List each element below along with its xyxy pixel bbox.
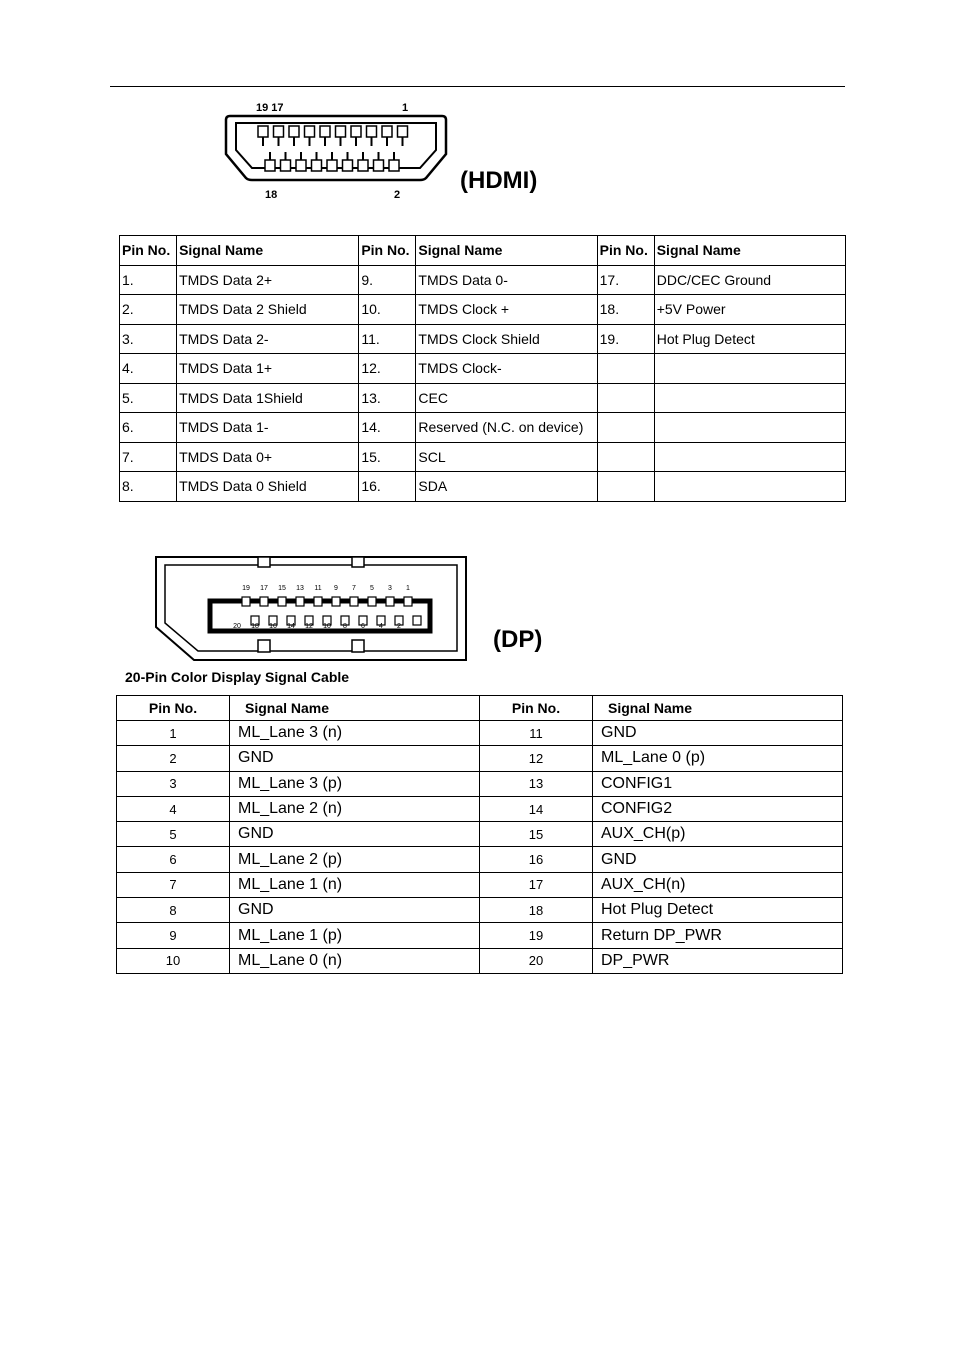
hdmi-bottom-pins <box>265 152 399 171</box>
signal-name-cell: DDC/CEC Ground <box>654 265 845 295</box>
pin-number-cell: 1 <box>117 721 230 746</box>
column-header: Pin No. <box>480 696 593 721</box>
pin-number-cell: 4 <box>117 796 230 821</box>
dp-pin <box>368 597 376 606</box>
dp-pin-number: 20 <box>233 623 241 630</box>
dp-pin-number: 11 <box>314 585 322 592</box>
signal-name-cell: TMDS Clock- <box>416 354 597 384</box>
hdmi-pin <box>320 126 330 137</box>
pin-number-cell: 4. <box>120 354 177 384</box>
signal-name-cell: GND <box>230 822 480 847</box>
pin-number-cell: 8. <box>120 472 177 502</box>
dp-pin <box>314 597 322 606</box>
signal-name-cell: TMDS Data 1Shield <box>177 383 359 413</box>
signal-name-cell: ML_Lane 0 (p) <box>593 746 843 771</box>
pin-number-cell: 6 <box>117 847 230 872</box>
hdmi-pin-table <box>119 235 846 502</box>
pin-number-cell: 14 <box>480 796 593 821</box>
pin-number-cell: 13. <box>359 383 416 413</box>
hdmi-top-pins <box>258 126 408 146</box>
table-row <box>117 898 843 923</box>
pin-number-cell: 17. <box>597 265 654 295</box>
table-row <box>120 265 846 295</box>
signal-name-cell: TMDS Data 0+ <box>177 442 359 472</box>
dp-pin-number: 9 <box>334 585 338 592</box>
dp-label: (DP) <box>493 626 543 653</box>
dp-caption: 20-Pin Color Display Signal Cable <box>125 669 350 685</box>
signal-name-cell: GND <box>593 721 843 746</box>
signal-name-cell: TMDS Clock + <box>416 295 597 325</box>
hdmi-pin <box>358 160 368 171</box>
signal-name-cell: CONFIG2 <box>593 796 843 821</box>
table-row <box>117 948 843 973</box>
pin-number-cell: 18 <box>480 898 593 923</box>
signal-name-cell: ML_Lane 2 (n) <box>230 796 480 821</box>
dp-pin <box>296 597 304 606</box>
signal-name-cell: GND <box>230 898 480 923</box>
signal-name-cell: CONFIG1 <box>593 771 843 796</box>
hdmi-pin <box>374 160 384 171</box>
dp-pin-number: 1 <box>406 585 410 592</box>
dp-pin-number: 12 <box>305 623 313 630</box>
signal-name-cell: +5V Power <box>654 295 845 325</box>
dp-pin <box>386 597 394 606</box>
signal-name-cell: CEC <box>416 383 597 413</box>
column-header: Signal Name <box>654 236 845 266</box>
signal-name-cell: Hot Plug Detect <box>654 324 845 354</box>
table-row <box>120 383 846 413</box>
dp-table-header-row <box>117 696 843 721</box>
hdmi-pin <box>398 126 408 137</box>
signal-name-cell: ML_Lane 0 (n) <box>230 948 480 973</box>
dp-pin-number: 8 <box>343 623 347 630</box>
dp-connector-diagram <box>154 555 468 663</box>
column-header: Pin No. <box>597 236 654 266</box>
hdmi-pin-label-bottom-right: 2 <box>394 189 401 201</box>
table-row <box>120 354 846 384</box>
table-row <box>117 847 843 872</box>
pin-number-cell: 17 <box>480 872 593 897</box>
signal-name-cell: TMDS Data 0 Shield <box>177 472 359 502</box>
pin-number-cell: 2 <box>117 746 230 771</box>
signal-name-cell: AUX_CH(p) <box>593 822 843 847</box>
dp-pin-number: 7 <box>352 585 356 592</box>
pin-number-cell <box>597 472 654 502</box>
signal-name-cell: ML_Lane 2 (p) <box>230 847 480 872</box>
dp-pin-number: 10 <box>323 623 331 630</box>
pin-number-cell: 3 <box>117 771 230 796</box>
hdmi-pin <box>389 160 399 171</box>
table-row <box>117 746 843 771</box>
pin-number-cell: 19. <box>597 324 654 354</box>
hdmi-pin <box>289 126 299 137</box>
dp-pin-number: 14 <box>287 623 295 630</box>
pin-number-cell: 5 <box>117 822 230 847</box>
hdmi-table-header-row <box>120 236 846 266</box>
signal-name-cell <box>654 383 845 413</box>
hdmi-pin <box>296 160 306 171</box>
dp-pin <box>278 597 286 606</box>
pin-number-cell: 7. <box>120 442 177 472</box>
pin-number-cell: 3. <box>120 324 177 354</box>
hdmi-pin <box>367 126 377 137</box>
column-header: Signal Name <box>230 696 480 721</box>
signal-name-cell: SDA <box>416 472 597 502</box>
signal-name-cell: Reserved (N.C. on device) <box>416 413 597 443</box>
dp-pin-number: 2 <box>397 623 401 630</box>
pin-number-cell: 8 <box>117 898 230 923</box>
signal-name-cell: TMDS Data 2+ <box>177 265 359 295</box>
pin-number-cell: 16 <box>480 847 593 872</box>
signal-name-cell: TMDS Data 0- <box>416 265 597 295</box>
pin-number-cell <box>597 383 654 413</box>
pin-number-cell: 5. <box>120 383 177 413</box>
dp-pin <box>404 597 412 606</box>
signal-name-cell: SCL <box>416 442 597 472</box>
dp-pin <box>260 597 268 606</box>
pin-number-cell: 20 <box>480 948 593 973</box>
hdmi-pin <box>258 126 268 137</box>
pin-number-cell: 12. <box>359 354 416 384</box>
dp-pin-number: 4 <box>379 623 383 630</box>
signal-name-cell: GND <box>593 847 843 872</box>
pin-number-cell: 10. <box>359 295 416 325</box>
hdmi-pin <box>274 126 284 137</box>
pin-number-cell <box>597 442 654 472</box>
hdmi-pin <box>281 160 291 171</box>
signal-name-cell <box>654 413 845 443</box>
hdmi-pin-label-bottom-left: 18 <box>265 189 278 201</box>
pin-number-cell <box>597 354 654 384</box>
table-row <box>117 771 843 796</box>
signal-name-cell: TMDS Data 1+ <box>177 354 359 384</box>
signal-name-cell: GND <box>230 746 480 771</box>
signal-name-cell: TMDS Clock Shield <box>416 324 597 354</box>
dp-pin-table <box>116 695 843 974</box>
signal-name-cell: TMDS Data 2 Shield <box>177 295 359 325</box>
signal-name-cell: Hot Plug Detect <box>593 898 843 923</box>
signal-name-cell: ML_Lane 1 (p) <box>230 923 480 948</box>
hdmi-pin-label-top-right: 1 <box>402 102 409 114</box>
pin-number-cell: 18. <box>597 295 654 325</box>
table-row <box>120 413 846 443</box>
pin-number-cell: 12 <box>480 746 593 771</box>
hdmi-pin <box>327 160 337 171</box>
signal-name-cell: AUX_CH(n) <box>593 872 843 897</box>
dp-pin-number: 15 <box>278 585 286 592</box>
pin-number-cell: 1. <box>120 265 177 295</box>
pin-number-cell: 9. <box>359 265 416 295</box>
table-row <box>117 721 843 746</box>
table-row <box>117 796 843 821</box>
dp-pin <box>413 616 421 625</box>
signal-name-cell: ML_Lane 3 (p) <box>230 771 480 796</box>
table-row <box>117 822 843 847</box>
pin-number-cell: 2. <box>120 295 177 325</box>
dp-pin-number: 18 <box>251 623 259 630</box>
pin-number-cell: 6. <box>120 413 177 443</box>
hdmi-pin <box>351 126 361 137</box>
table-row <box>120 324 846 354</box>
hdmi-connector-diagram <box>222 98 450 204</box>
hdmi-label: (HDMI) <box>460 167 538 194</box>
dp-pin-number: 19 <box>242 585 250 592</box>
pin-number-cell: 10 <box>117 948 230 973</box>
hdmi-pin <box>305 126 315 137</box>
dp-pin <box>350 597 358 606</box>
pin-number-cell: 15. <box>359 442 416 472</box>
dp-pin <box>242 597 250 606</box>
hdmi-pin <box>336 126 346 137</box>
signal-name-cell <box>654 354 845 384</box>
hdmi-pin <box>265 160 275 171</box>
column-header: Signal Name <box>177 236 359 266</box>
table-row <box>117 872 843 897</box>
header-rule <box>110 86 845 87</box>
pin-number-cell: 19 <box>480 923 593 948</box>
pin-number-cell: 11 <box>480 721 593 746</box>
dp-top-pin-numbers <box>242 585 410 592</box>
column-header: Pin No. <box>117 696 230 721</box>
dp-pin-number: 17 <box>260 585 268 592</box>
column-header: Pin No. <box>120 236 177 266</box>
signal-name-cell: TMDS Data 1- <box>177 413 359 443</box>
dp-pin-number: 6 <box>361 623 365 630</box>
table-row <box>120 295 846 325</box>
signal-name-cell: ML_Lane 1 (n) <box>230 872 480 897</box>
pin-number-cell: 13 <box>480 771 593 796</box>
dp-pin <box>332 597 340 606</box>
pin-number-cell: 14. <box>359 413 416 443</box>
signal-name-cell: ML_Lane 3 (n) <box>230 721 480 746</box>
signal-name-cell: TMDS Data 2- <box>177 324 359 354</box>
signal-name-cell: DP_PWR <box>593 948 843 973</box>
table-row <box>117 923 843 948</box>
dp-pin-number: 16 <box>269 623 277 630</box>
pin-number-cell <box>597 413 654 443</box>
dp-pin-number: 3 <box>388 585 392 592</box>
pin-number-cell: 11. <box>359 324 416 354</box>
hdmi-pin <box>382 126 392 137</box>
pin-number-cell: 15 <box>480 822 593 847</box>
table-row <box>120 472 846 502</box>
hdmi-pin <box>343 160 353 171</box>
signal-name-cell <box>654 472 845 502</box>
table-row <box>120 442 846 472</box>
signal-name-cell <box>654 442 845 472</box>
column-header: Signal Name <box>593 696 843 721</box>
hdmi-pin <box>312 160 322 171</box>
signal-name-cell: Return DP_PWR <box>593 923 843 948</box>
pin-number-cell: 16. <box>359 472 416 502</box>
hdmi-pin-label-top-left: 19 17 <box>256 102 284 114</box>
column-header: Signal Name <box>416 236 597 266</box>
pin-number-cell: 9 <box>117 923 230 948</box>
dp-pin-number: 5 <box>370 585 374 592</box>
dp-pin-number: 13 <box>296 585 304 592</box>
pin-number-cell: 7 <box>117 872 230 897</box>
column-header: Pin No. <box>359 236 416 266</box>
